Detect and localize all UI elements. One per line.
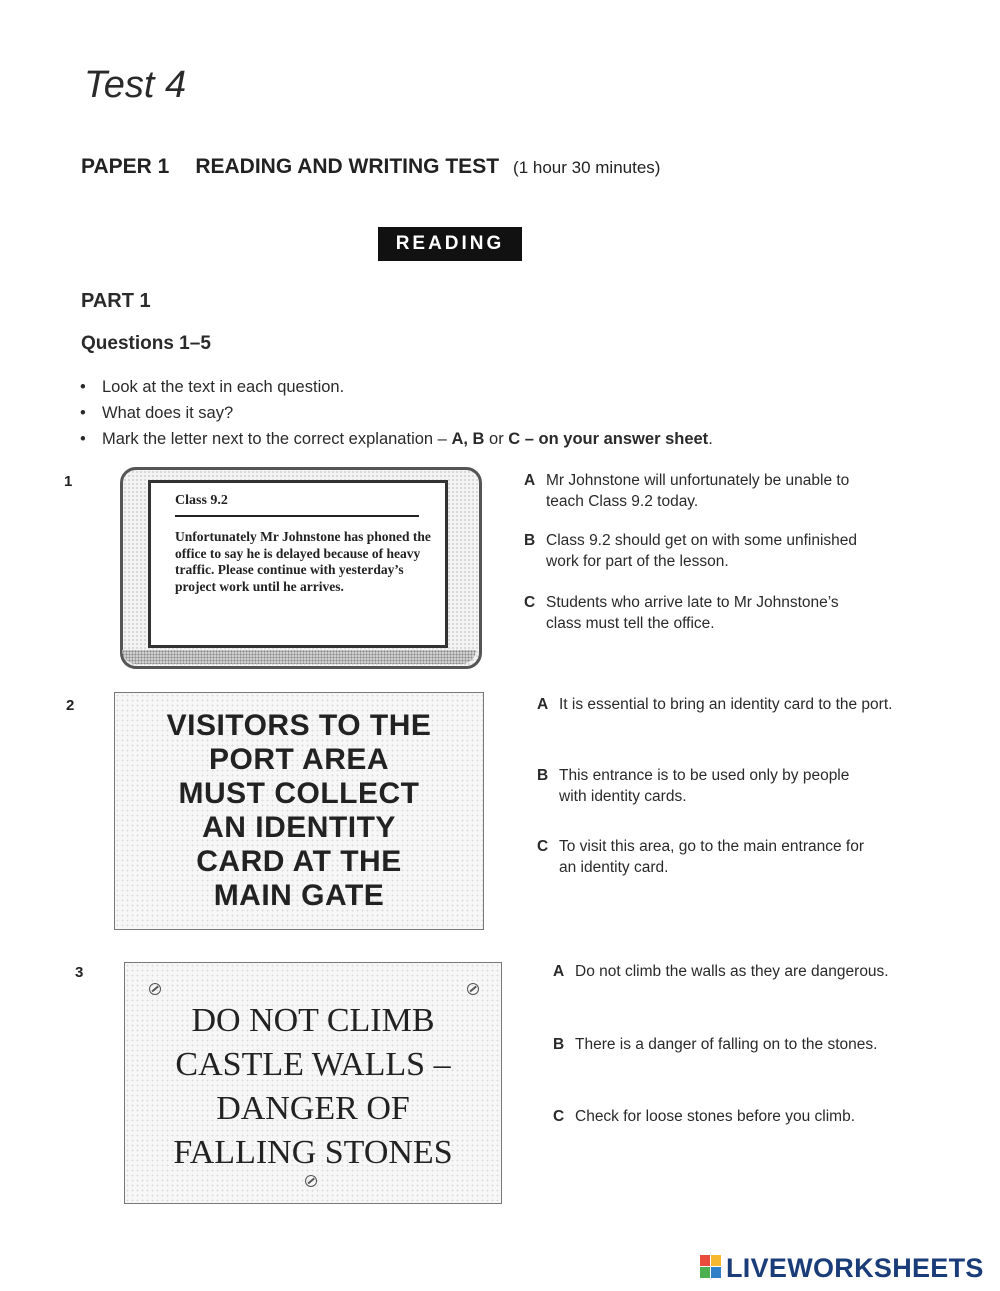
instruction-bold: A, B <box>451 430 485 448</box>
sign-line: MUST COLLECT <box>178 777 420 810</box>
screw-icon <box>149 983 161 995</box>
instruction-text: or <box>484 430 509 448</box>
option-a[interactable] <box>537 694 927 715</box>
paper-duration: (1 hour 30 minutes) <box>513 158 661 177</box>
option-a[interactable] <box>524 470 904 512</box>
test-title: Test 4 <box>84 64 187 106</box>
castle-sign-text <box>125 999 501 1175</box>
notice-body: Unfortunately Mr Johnstone has phoned the office to say he is delayed because of heavy traffic. Please continue with yesterday’s project work until he arrives. <box>175 529 431 594</box>
notice-divider <box>175 515 419 517</box>
port-sign-text <box>115 709 483 913</box>
sign-line: CASTLE WALLS – <box>175 1046 451 1083</box>
paper-label: PAPER 1 <box>81 155 170 178</box>
option-text: Class 9.2 should get on with some unfinished work for part of the lesson. <box>546 532 858 570</box>
option-text: Do not climb the walls as they are dangerous. <box>575 963 889 980</box>
logo-square <box>700 1267 710 1278</box>
question-number: 2 <box>66 697 75 714</box>
instruction-item: • Look at the text in each question. <box>80 374 713 400</box>
option-text: Students who arrive late to Mr Johnstone’s class must tell the office. <box>546 594 839 632</box>
option-text: Check for loose stones before you climb. <box>575 1108 855 1125</box>
option-text: It is essential to bring an identity card to the port. <box>559 696 893 713</box>
option-letter: A <box>524 472 536 489</box>
option-letter: B <box>524 532 536 549</box>
sign-line: AN IDENTITY <box>202 811 396 844</box>
logo-square <box>711 1267 721 1278</box>
option-letter: C <box>537 838 549 855</box>
option-text: Mr Johnstone will unfortunately be unable to teach Class 9.2 today. <box>546 472 850 510</box>
sign-line: DANGER OF <box>216 1090 410 1127</box>
notice-screen <box>148 480 448 648</box>
logo-square <box>700 1255 710 1266</box>
questions-range: Questions 1–5 <box>81 333 211 354</box>
part-title: PART 1 <box>81 290 151 312</box>
option-b[interactable] <box>524 530 904 572</box>
screw-icon <box>467 983 479 995</box>
option-letter: C <box>553 1108 565 1125</box>
section-badge: READING <box>378 227 522 261</box>
sign-line: DO NOT CLIMB <box>191 1002 435 1039</box>
question-number: 1 <box>64 473 73 490</box>
option-letter: B <box>553 1036 565 1053</box>
option-c[interactable] <box>553 1106 923 1127</box>
sign-line: CARD AT THE <box>196 845 402 878</box>
option-c[interactable] <box>524 592 904 634</box>
logo-text: LIVEWORKSHEETS <box>726 1253 984 1283</box>
port-sign <box>114 692 484 930</box>
sign-line: FALLING STONES <box>173 1134 453 1171</box>
option-text: This entrance is to be used only by people with identity cards. <box>559 767 850 805</box>
paper-heading <box>81 155 660 179</box>
instruction-bold: C – on your answer sheet <box>508 430 709 448</box>
option-letter: A <box>537 696 549 713</box>
option-b[interactable] <box>553 1034 923 1055</box>
castle-sign <box>124 962 502 1204</box>
logo-square <box>711 1255 721 1266</box>
screw-icon <box>305 1175 317 1187</box>
option-letter: A <box>553 963 565 980</box>
question-number: 3 <box>75 964 84 981</box>
notice-screen-base <box>122 650 476 664</box>
option-c[interactable] <box>537 836 927 878</box>
instruction-text: . <box>708 430 713 448</box>
sign-line: MAIN GATE <box>213 879 385 912</box>
liveworksheets-icon <box>700 1255 722 1279</box>
instruction-item: • What does it say? <box>80 400 713 426</box>
instructions-list <box>80 374 713 452</box>
paper-title: READING AND WRITING TEST <box>195 155 500 178</box>
option-letter: B <box>537 767 549 784</box>
option-b[interactable] <box>537 765 927 807</box>
instruction-item <box>80 426 713 452</box>
option-letter: C <box>524 594 536 611</box>
notice-title: Class 9.2 <box>175 493 228 508</box>
option-text: There is a danger of falling on to the stones. <box>575 1036 878 1053</box>
option-text: To visit this area, go to the main entrance for an identity card. <box>559 838 864 876</box>
sign-line: VISITORS TO THE <box>166 709 432 742</box>
instruction-text: Mark the letter next to the correct explanation – <box>102 430 452 448</box>
sign-line: PORT AREA <box>208 743 390 776</box>
option-a[interactable] <box>553 961 923 982</box>
